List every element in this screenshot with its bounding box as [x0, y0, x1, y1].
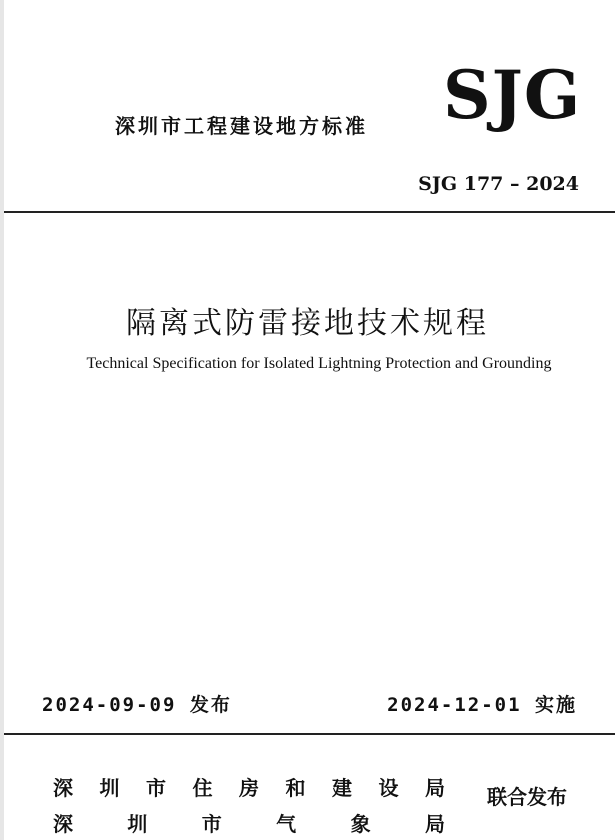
issue-date: 2024-09-09 发布	[42, 694, 232, 716]
document-title-chinese: 隔离式防雷接地技术规程	[126, 306, 489, 341]
publisher-char: 象	[350, 812, 371, 836]
standard-number: SJG 177 – 2024	[418, 173, 579, 195]
publisher-housing-bureau	[53, 772, 445, 801]
publisher-char: 建	[332, 776, 352, 800]
top-divider	[4, 211, 615, 213]
publisher-char: 局	[424, 812, 445, 836]
standard-logo: SJG	[443, 56, 582, 134]
page-edge	[0, 0, 4, 840]
publisher-char: 房	[239, 776, 259, 800]
joint-release-label: 联合发布	[487, 785, 567, 809]
publisher-char: 住	[192, 776, 213, 800]
standard-category-title: 深圳市工程建设地方标准	[115, 114, 368, 138]
document-title-english: Technical Specification for Isolated Lightning Protection and Grounding	[86, 355, 552, 372]
publisher-char: 和	[285, 776, 306, 800]
publisher-char: 气	[276, 812, 297, 836]
bottom-divider	[4, 733, 615, 735]
implementation-date: 2024-12-01 实施	[387, 694, 577, 716]
publisher-char: 设	[378, 776, 399, 800]
publisher-char: 圳	[127, 812, 148, 836]
publisher-char: 圳	[99, 776, 120, 800]
publisher-char: 深	[53, 812, 73, 836]
publisher-meteorological-bureau	[53, 808, 445, 837]
publisher-char: 深	[53, 776, 73, 800]
publisher-char: 市	[146, 776, 166, 800]
publisher-char: 市	[201, 812, 222, 836]
publisher-char: 局	[425, 776, 445, 800]
